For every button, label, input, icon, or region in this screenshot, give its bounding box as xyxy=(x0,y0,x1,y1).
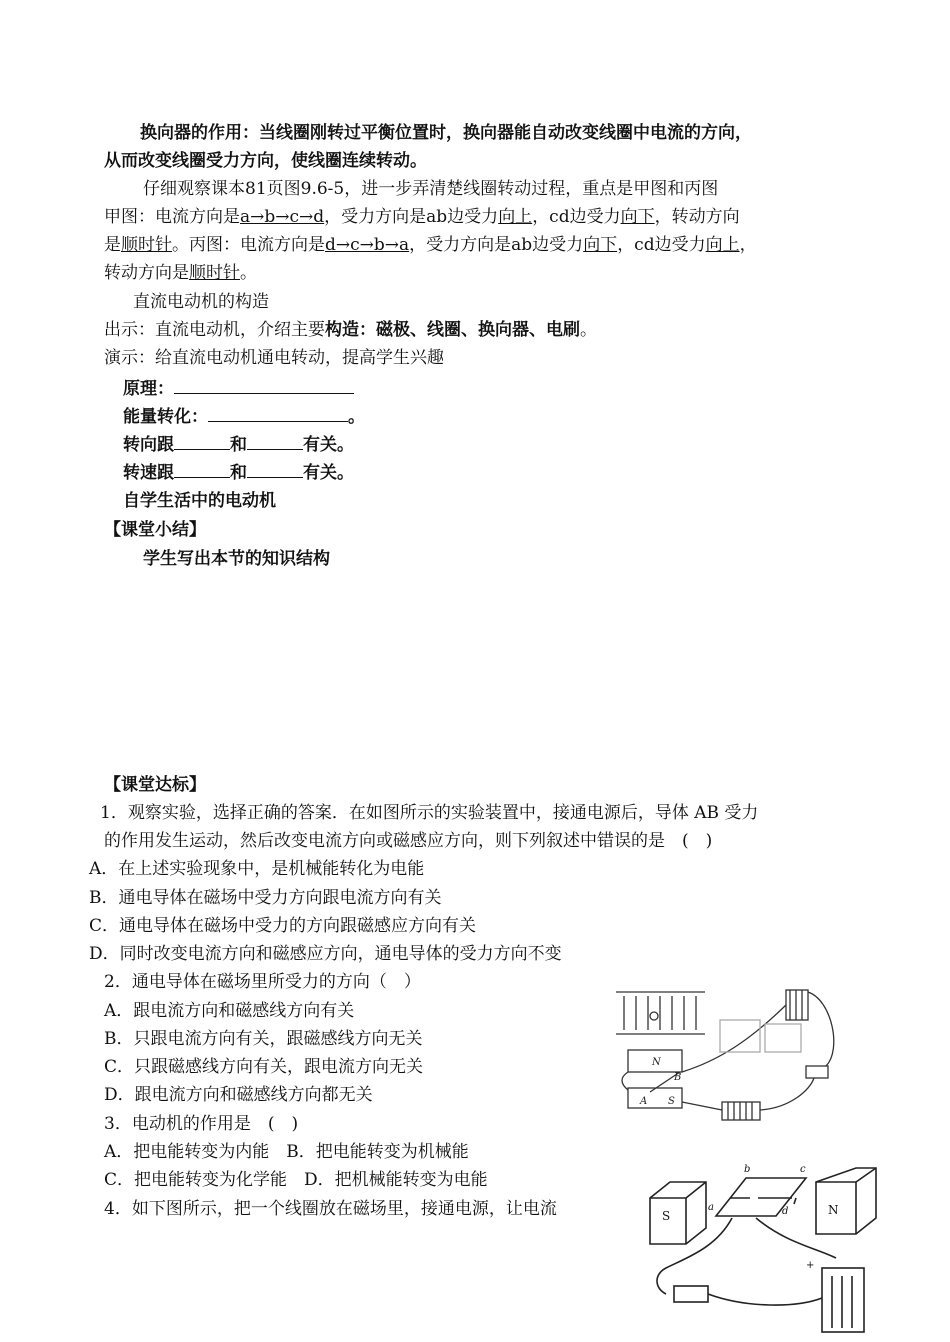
direction-label: 转向跟 xyxy=(123,435,174,455)
bing-rotation-line xyxy=(104,261,257,285)
show-motor-line xyxy=(104,318,597,342)
motor-structure-parts: 构造：磁极、线圈、换向器、电刷 xyxy=(325,320,580,340)
commutator-function-line2: 从而改变线圈受力方向，使线圈连续转动。 xyxy=(104,151,427,171)
bing-ab-force: 向下 xyxy=(583,235,618,255)
bing-figure-line xyxy=(104,233,757,257)
bing-mid1: ，受力方向是ab边受力 xyxy=(409,235,584,255)
bing-prefix: 是 xyxy=(104,235,121,255)
energy-blank[interactable] xyxy=(208,404,348,422)
speed-line xyxy=(123,460,354,485)
jia-mid3: ，转动方向 xyxy=(654,207,740,227)
demo-line: 演示：给直流电动机通电转动，提高学生兴趣 xyxy=(104,348,444,368)
summary-task: 学生写出本节的知识结构 xyxy=(143,549,330,569)
fig2-label-b: b xyxy=(744,1164,751,1175)
direction-and: 和 xyxy=(230,435,247,455)
energy-label: 能量转化： xyxy=(123,407,208,427)
direction-blank-1[interactable] xyxy=(174,432,230,450)
fig1-label-s: S xyxy=(668,1096,675,1107)
jia-mid2: ，cd边受力 xyxy=(532,207,621,227)
speed-blank-2[interactable] xyxy=(247,460,303,478)
q2-option-d[interactable]: D．跟电流方向和磁感线方向都无关 xyxy=(104,1085,373,1105)
fig2-label-d: d xyxy=(782,1206,789,1217)
commutator-function-line1: 换向器的作用：当线圈刚转过平衡位置时，换向器能自动改变线圈中电流的方向， xyxy=(140,123,752,143)
direction-line xyxy=(123,432,354,457)
q3-options-ab[interactable]: A．把电能转变为内能 B．把电能转变为机械能 xyxy=(104,1142,469,1162)
speed-end: 有关。 xyxy=(303,463,354,483)
speed-blank-1[interactable] xyxy=(174,460,230,478)
jia-rotation: 顺时针 xyxy=(121,235,172,255)
energy-end: 。 xyxy=(348,407,365,427)
fig1-label-a: A xyxy=(640,1096,648,1107)
q2-option-c[interactable]: C．只跟磁感线方向有关，跟电流方向无关 xyxy=(104,1057,424,1077)
summary-heading: 【课堂小结】 xyxy=(104,520,206,540)
bing-rotation-prefix: 转动方向是 xyxy=(104,263,189,283)
fig2-label-c: c xyxy=(800,1164,806,1175)
q2-option-a[interactable]: A．跟电流方向和磁感线方向有关 xyxy=(104,1001,355,1021)
fig2-label-a: a xyxy=(708,1202,714,1213)
bing-cd-force: 向上 xyxy=(705,235,740,255)
principle-line xyxy=(123,376,354,401)
jia-ab-force: 向上 xyxy=(498,207,533,227)
show-end: 。 xyxy=(580,320,597,340)
fig1-label-n: N xyxy=(652,1057,661,1068)
jia-prefix: 甲图：电流方向是 xyxy=(104,207,240,227)
fig2-label-s: S xyxy=(662,1209,671,1223)
show-prefix: 出示：直流电动机，介绍主要 xyxy=(104,320,325,340)
energy-line xyxy=(123,404,365,429)
direction-blank-2[interactable] xyxy=(247,432,303,450)
principle-label: 原理： xyxy=(123,379,174,399)
bing-mid0: 。丙图：电流方向是 xyxy=(172,235,325,255)
q4-stem: 4．如下图所示，把一个线圈放在磁场里，接通电源，让电流 xyxy=(104,1199,557,1219)
q1-option-a[interactable]: A．在上述实验现象中，是机械能转化为电能 xyxy=(89,859,425,879)
principle-blank[interactable] xyxy=(174,376,354,394)
coil-in-magnetic-field-figure xyxy=(646,1158,882,1338)
q1-line1: 1．观察实验，选择正确的答案．在如图所示的实验装置中，接通电源后，导体 AB 受力 xyxy=(100,803,759,823)
self-study-line: 自学生活中的电动机 xyxy=(123,491,276,511)
fig2-label-n: N xyxy=(828,1203,839,1217)
jia-cd-force: 向下 xyxy=(620,207,655,227)
bing-rotation: 顺时针 xyxy=(189,263,240,283)
q2-option-b[interactable]: B．只跟电流方向有关，跟磁感线方向无关 xyxy=(104,1029,423,1049)
exercises-heading: 【课堂达标】 xyxy=(104,775,206,795)
dc-motor-structure-heading: 直流电动机的构造 xyxy=(133,292,269,312)
q2-stem: 2．通电导体在磁场里所受力的方向（ ） xyxy=(104,972,421,992)
jia-current-direction: a→b→c→d xyxy=(240,207,325,227)
observe-textbook-line: 仔细观察课本81页图9.6-5，进一步弄清楚线圈转动过程，重点是甲图和丙图 xyxy=(143,179,719,199)
q3-options-cd[interactable]: C．把电能转变为化学能 D．把机械能转变为电能 xyxy=(104,1170,488,1190)
speed-label: 转速跟 xyxy=(123,463,174,483)
speed-and: 和 xyxy=(230,463,247,483)
jia-mid1: ，受力方向是ab边受力 xyxy=(324,207,499,227)
q1-option-d[interactable]: D．同时改变电流方向和磁感应方向，通电导体的受力方向不变 xyxy=(89,944,562,964)
direction-end: 有关。 xyxy=(303,435,354,455)
q3-stem: 3．电动机的作用是 ( ) xyxy=(104,1114,299,1134)
q1-option-b[interactable]: B．通电导体在磁场中受力方向跟电流方向有关 xyxy=(89,888,442,908)
bing-mid2: ，cd边受力 xyxy=(617,235,706,255)
bing-mid3: ， xyxy=(739,235,757,255)
bing-end: 。 xyxy=(240,263,257,283)
experiment-apparatus-figure xyxy=(610,980,842,1128)
fig2-label-plus: + xyxy=(806,1260,815,1271)
q1-option-c[interactable]: C．通电导体在磁场中受力的方向跟磁感应方向有关 xyxy=(89,916,477,936)
jia-figure-line xyxy=(104,205,740,229)
bing-current-direction: d→c→b→a xyxy=(325,235,410,255)
fig1-label-b: B xyxy=(674,1072,682,1083)
q1-line2: 的作用发生运动，然后改变电流方向或磁感应方向，则下列叙述中错误的是 ( ) xyxy=(104,831,713,851)
